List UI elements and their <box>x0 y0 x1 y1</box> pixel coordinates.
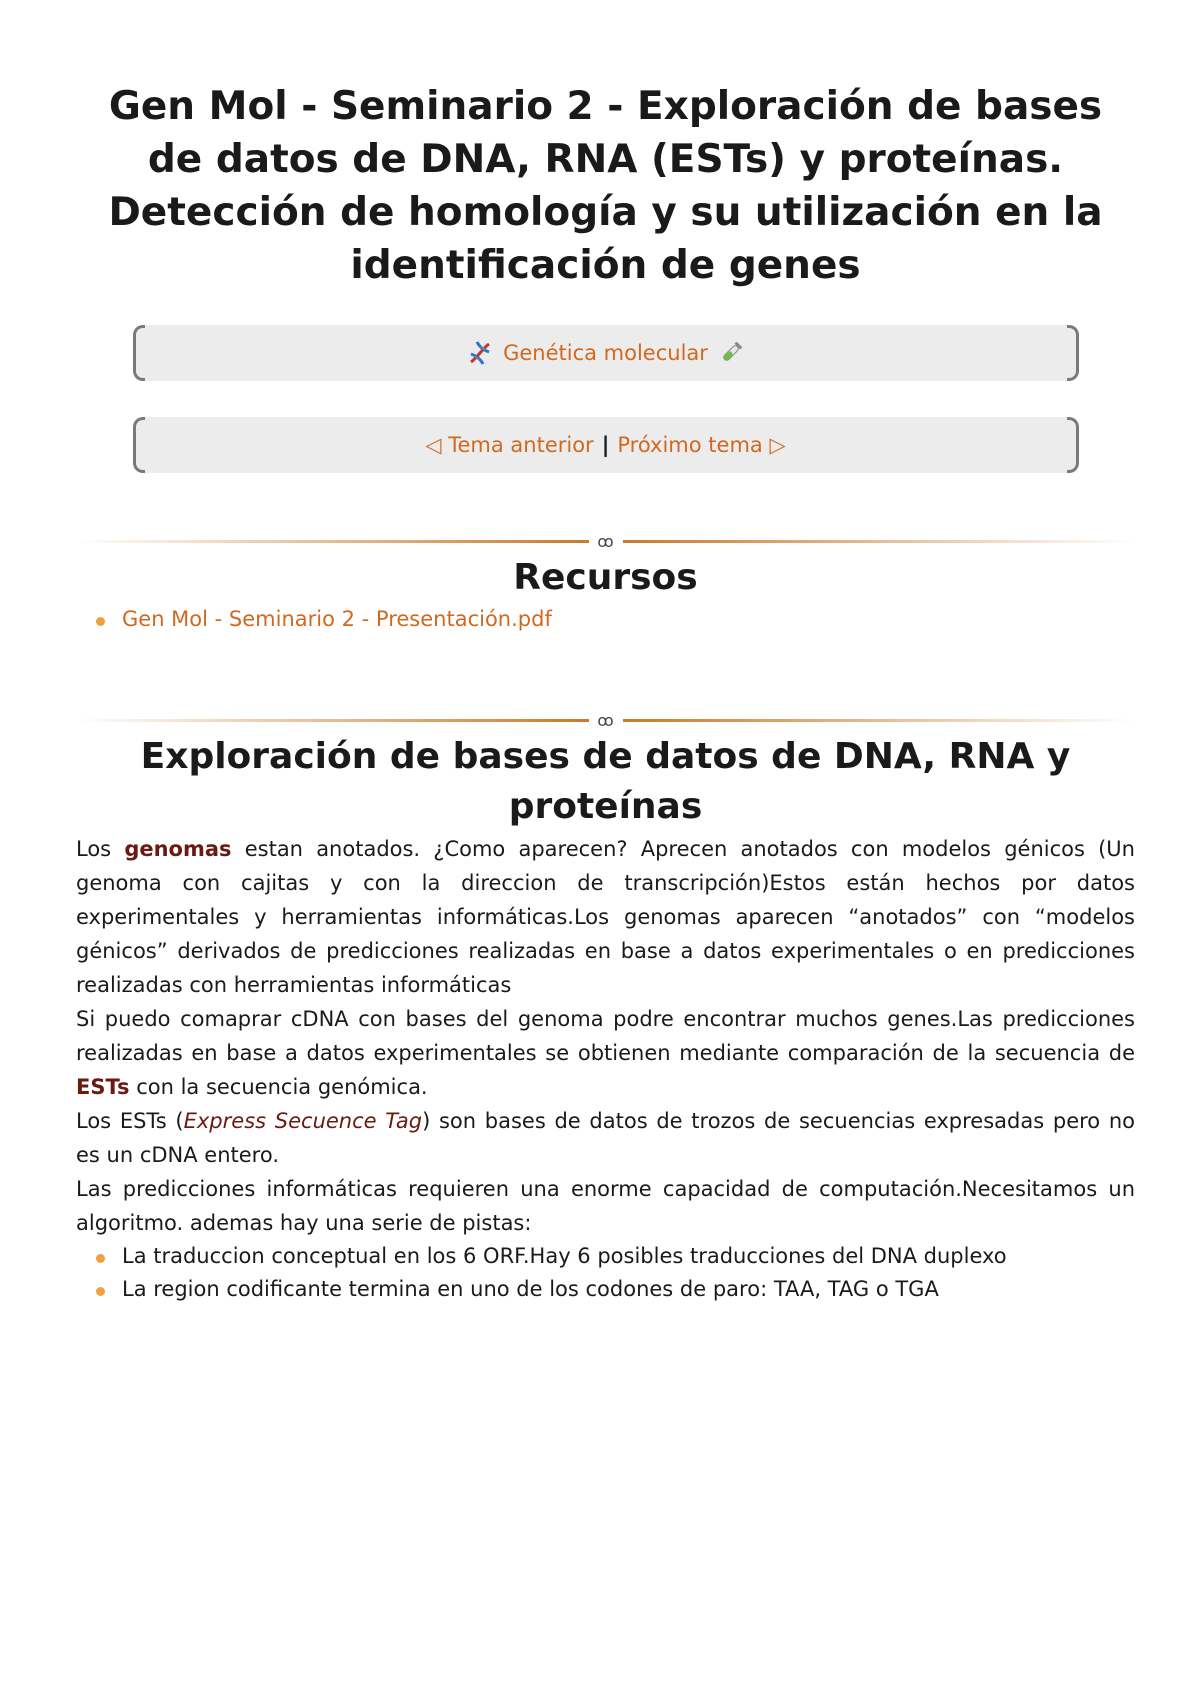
resources-list <box>76 603 1135 636</box>
text-span: Si puedo comaprar cDNA con bases del genoma podre encontrar muchos genes.Las predicciones realizadas en base a datos experimentales se obtienen mediante comparación de la secuencia de <box>76 1007 1135 1065</box>
paragraph-genomas <box>76 832 1135 1002</box>
divider-line-left <box>76 540 589 543</box>
next-topic-link[interactable]: Próximo tema ▷ <box>617 433 786 457</box>
divider-line-right <box>623 540 1136 543</box>
term-express-sequence-tag: Express Secuence Tag <box>183 1109 423 1133</box>
page-title: Gen Mol - Seminario 2 - Exploración de bases de datos de DNA, RNA (ESTs) y proteínas. Detección de homología y su utilización en la identificación de genes <box>108 84 1103 288</box>
topic-nav-box <box>136 417 1076 473</box>
paragraph-ests <box>76 1002 1135 1240</box>
divider-knot-icon: ꝏ <box>597 531 614 551</box>
text-span: ) son bases de datos de trozos de secuencias expresadas pero no es un cDNA entero. <box>76 1109 1135 1167</box>
resource-item <box>76 603 1135 636</box>
nav-separator: | <box>601 433 610 457</box>
previous-topic-link[interactable]: ◁ Tema anterior <box>425 433 594 457</box>
course-nav-box <box>136 325 1076 381</box>
list-item: La region codificante termina en uno de los codones de paro: TAA, TAG o TGA <box>76 1273 1135 1306</box>
page-content <box>76 80 1135 1306</box>
divider-line-right <box>623 719 1136 722</box>
course-link[interactable]: Genética molecular <box>503 341 708 365</box>
section-divider <box>76 708 1135 732</box>
text-span: con la secuencia genómica. <box>129 1075 428 1099</box>
text-span: estan anotados. ¿Como aparecen? Aprecen anotados con modelos génicos (Un genoma con cajitas y con la direccion de transcripción)Estos están hechos por datos experimentales y herramientas informáticas.Los genomas aparecen “anotados” con “modelos génicos” derivados de predicciones realizadas en base a datos experimentales o en predicciones realizadas con herramientas informáticas <box>76 837 1135 997</box>
test-tube-icon <box>718 340 744 366</box>
recursos-heading: Recursos <box>513 557 698 598</box>
term-ests: ESTs <box>76 1075 130 1099</box>
section-divider <box>76 529 1135 553</box>
text-span: Las predicciones informáticas requieren una enorme capacidad de computación.Necesitamos un algoritmo. ademas hay una serie de pistas: <box>76 1177 1135 1235</box>
exploracion-heading: Exploración de bases de datos de DNA, RNA y proteínas <box>140 736 1071 827</box>
clues-list <box>76 1240 1135 1306</box>
text-span: Los <box>76 837 125 861</box>
presentation-pdf-link[interactable]: Gen Mol - Seminario 2 - Presentación.pdf <box>122 607 552 631</box>
term-genomas: genomas <box>124 837 232 861</box>
divider-knot-icon: ꝏ <box>597 710 614 730</box>
text-span: Los ESTs ( <box>76 1109 184 1133</box>
list-item: La traduccion conceptual en los 6 ORF.Hay 6 posibles traducciones del DNA duplexo <box>76 1240 1135 1273</box>
dna-icon <box>467 340 493 366</box>
divider-line-left <box>76 719 589 722</box>
